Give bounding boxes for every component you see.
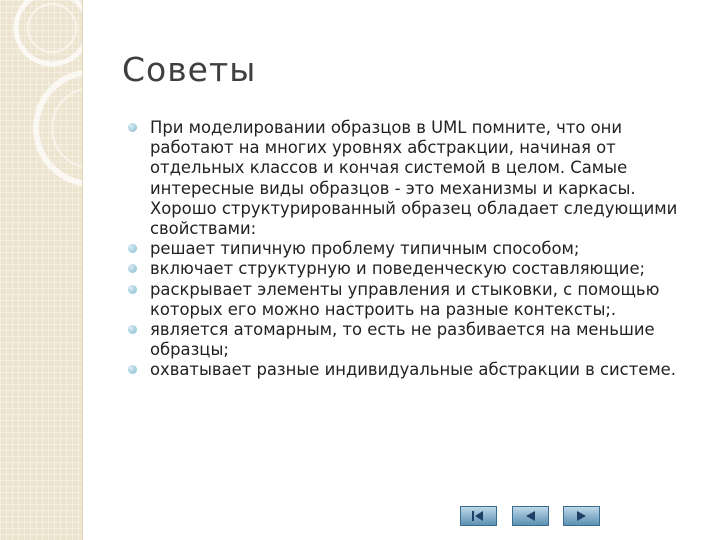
bullet-dot-icon — [128, 365, 137, 374]
bullet-item-5 — [128, 320, 700, 360]
bullet-item-4 — [128, 280, 700, 320]
bullet-dot-icon — [128, 123, 137, 132]
bullet-item-6 — [128, 360, 700, 380]
bullet-item-3 — [128, 259, 700, 279]
swirl-decoration — [0, 0, 82, 200]
previous-icon — [513, 507, 548, 525]
bullet-list — [128, 118, 700, 381]
bullet-text-3: включает структурную и поведенческую составляющие; — [150, 259, 646, 279]
bullet-dot-icon — [128, 264, 137, 273]
bullet-text-6: охватывает разные индивидуальные абстракции в системе. — [150, 360, 676, 380]
bullet-text-5: является атомарным, то есть не разбивается на меньшие образцы; — [150, 320, 655, 360]
bullet-item-1 — [128, 118, 700, 239]
first-slide-button[interactable] — [460, 506, 497, 526]
slide-title: Советы — [122, 50, 257, 89]
bullet-item-2 — [128, 239, 700, 259]
bullet-text-1: При моделировании образцов в UML помните, что они работают на многих уровнях абстракции, начиная от отдельных классов и кончая системой в целом. Самые интересные виды образцов - это механизмы и каркасы. Хорошо структурированный образец обладает следующими свойствами: — [150, 118, 678, 239]
bullet-text-2: решает типичную проблему типичным способом; — [150, 239, 580, 259]
bullet-text-4: раскрывает элементы управления и стыковки, с помощью которых его можно настроить на разные контексты;. — [150, 279, 660, 319]
bullet-dot-icon — [128, 285, 137, 294]
next-icon — [564, 507, 599, 525]
bullet-dot-icon — [128, 244, 137, 253]
side-divider — [82, 0, 83, 540]
skip-to-start-icon — [461, 507, 496, 525]
decorative-side-panel — [0, 0, 82, 540]
next-slide-button[interactable] — [563, 506, 600, 526]
bullet-dot-icon — [128, 325, 137, 334]
previous-slide-button[interactable] — [512, 506, 549, 526]
